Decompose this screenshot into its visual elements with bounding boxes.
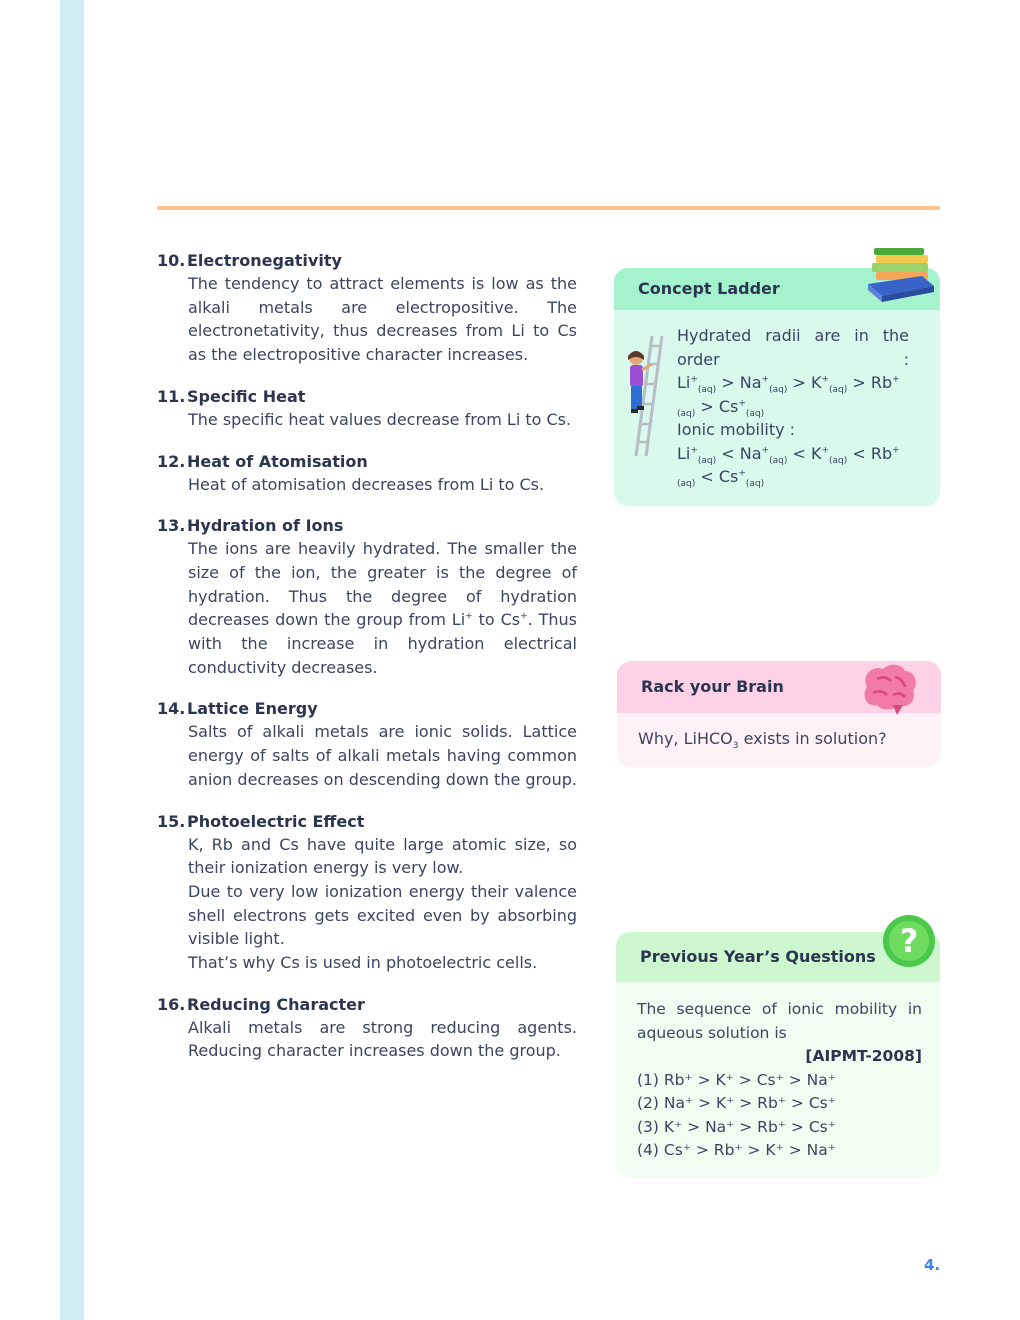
ionic-mobility-order: $Li^+_{(aq)} < Na^+_{(aq)} < K^+_{(aq)} < Rb^+_{(aq)} < Cs^+_{(aq)}$ [677, 443, 900, 490]
section-title: 12. Heat of Atomisation [157, 451, 368, 471]
books-icon [864, 246, 938, 310]
hydrated-radii-intro: Hydrated radii are in the order : [677, 326, 909, 369]
header-rule [157, 206, 940, 210]
pyq-option: (4) Cs⁺ > Rb⁺ > K⁺ > Na⁺ [637, 1141, 836, 1159]
rack-your-brain-box [617, 661, 941, 767]
rack-your-brain-header: Rack your Brain [617, 661, 941, 713]
main-content [157, 250, 577, 1082]
page-number: 4. [924, 1256, 941, 1274]
side-strip [60, 0, 84, 1320]
pyq-content [637, 998, 922, 1163]
concept-ladder-content [677, 324, 909, 489]
section-electronegativity [157, 250, 577, 367]
ionic-mobility-intro: Ionic mobility : [677, 420, 796, 439]
section-body: Alkali metals are strong reducing agents. Reducing character increases down the group. [188, 1017, 577, 1061]
pyq-option: (3) K⁺ > Na⁺ > Rb⁺ > Cs⁺ [637, 1117, 836, 1136]
previous-year-questions-box [616, 922, 940, 1178]
section-title: 14. Lattice Energy [157, 699, 318, 719]
pyq-question: The sequence of ionic mobility in aqueous solution is [637, 1000, 922, 1042]
ladder-girl-icon [622, 334, 666, 458]
section-reducing-character [157, 994, 577, 1063]
section-photoelectric-effect [157, 811, 577, 975]
section-hydration-of-ions [157, 515, 577, 679]
pyq-option: (1) Rb⁺ > K⁺ > Cs⁺ > Na⁺ [637, 1070, 836, 1089]
pyq-option: (2) Na⁺ > K⁺ > Rb⁺ > Cs⁺ [637, 1094, 836, 1112]
section-title: 10. Electronegativity [157, 251, 342, 270]
brain-icon [857, 661, 919, 715]
concept-ladder-box [614, 268, 940, 506]
section-body: The tendency to attract elements is low as the alkali metals are electropositive. The electronetativity, thus decreases from Li to Cs as the electropositive character increases. [188, 274, 577, 365]
section-body: The specific heat values decrease from Li to Cs. [188, 409, 572, 429]
concept-ladder-header: Concept Ladder [614, 268, 940, 310]
pyq-tag: [AIPMT-2008] [805, 1047, 922, 1065]
section-title: 16. Reducing Character [157, 994, 365, 1014]
section-body: K, Rb and Cs have quite large atomic size, so their ionization energy is very low. Due to very low ionization energy their valence shell electrons gets excited even by absorbing visible light. That’s why Cs is used in photoelectric cells. [188, 834, 577, 973]
question-mark-icon [882, 914, 936, 968]
section-lattice-energy [157, 698, 577, 791]
section-body: Heat of atomisation decreases from Li to Cs. [188, 474, 545, 494]
section-heat-of-atomisation [157, 451, 577, 497]
hydrated-radii-order: $Li^+_{(aq)} > Na^+_{(aq)} > K^+_{(aq)} > Rb^+_{(aq)} > Cs^+_{(aq)}$ [677, 373, 900, 419]
section-body: Salts of alkali metals are ionic solids. Lattice energy of salts of alkali metals having common anion decreases on descending down the group. [188, 722, 577, 789]
rack-your-brain-question: Why, LiHCO$_3$ exists in solution? [638, 729, 887, 752]
svg-text:?: ? [899, 922, 919, 960]
section-title: 15. Photoelectric Effect [157, 811, 365, 831]
section-title: 11. Specific Heat [157, 386, 306, 406]
section-specific-heat [157, 386, 577, 432]
section-title: 13. Hydration of Ions [157, 516, 344, 536]
section-body: The ions are heavily hydrated. The smaller the size of the ion, the greater is the degree of hydration. Thus the degree of hydration decreases down the group from Li+ to Cs+. Thus with the increase in hydration electrical conductivity decreases. [188, 539, 578, 677]
pyq-header: Previous Year’s Questions ? [616, 932, 940, 982]
